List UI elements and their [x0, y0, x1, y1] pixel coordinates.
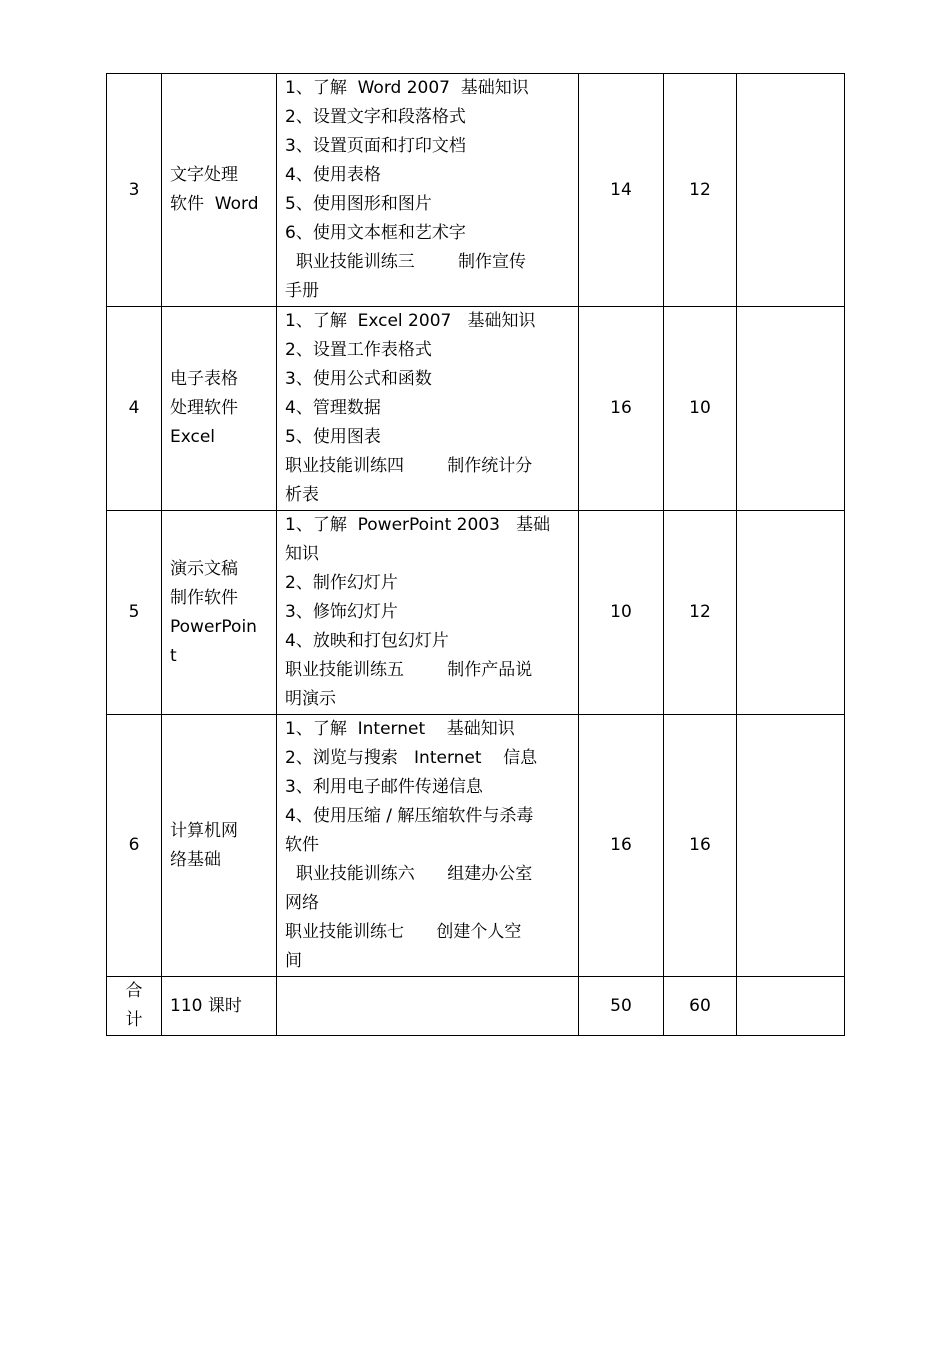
module-name	[162, 511, 277, 715]
content-line: 5、使用图表	[285, 427, 381, 447]
module-content	[277, 715, 579, 977]
content-line: 1、了解 Word 2007 基础知识	[285, 78, 529, 98]
content-line: 职业技能训练三 制作宣传	[285, 252, 527, 272]
value-cell-1: 16	[579, 715, 664, 977]
value-cell-3	[737, 74, 845, 307]
content-line: 4、管理数据	[285, 398, 381, 418]
total-label	[107, 977, 162, 1036]
module-name-line: t	[170, 645, 177, 666]
row-number: 6	[107, 715, 162, 977]
total-content	[277, 977, 579, 1036]
content-line: 职业技能训练四 制作统计分	[285, 456, 533, 476]
content-line: 网络	[285, 893, 319, 913]
content-line: 4、使用表格	[285, 165, 381, 185]
module-name	[162, 307, 277, 511]
row-number: 5	[107, 511, 162, 715]
content-line: 间	[285, 951, 302, 971]
content-line: 1、了解 Excel 2007 基础知识	[285, 311, 536, 331]
table-row	[107, 307, 845, 511]
total-value-1: 50	[579, 977, 664, 1036]
module-content	[277, 74, 579, 307]
value-cell-2: 16	[664, 715, 737, 977]
row-number: 3	[107, 74, 162, 307]
content-line: 4、使用压缩 / 解压缩软件与杀毒	[285, 806, 534, 826]
total-value-3	[737, 977, 845, 1036]
total-row	[107, 977, 845, 1036]
content-line: 2、设置工作表格式	[285, 340, 432, 360]
content-line: 4、放映和打包幻灯片	[285, 631, 449, 651]
module-name-line: 电子表格	[170, 369, 238, 389]
value-cell-1: 14	[579, 74, 664, 307]
course-schedule-table	[106, 73, 845, 1036]
module-name-line: 制作软件	[170, 587, 238, 608]
content-line: 2、设置文字和段落格式	[285, 107, 466, 127]
content-line: 明演示	[285, 689, 336, 709]
content-line: 知识	[285, 544, 319, 564]
module-name-line: Excel	[170, 427, 216, 447]
total-hours: 110 课时	[162, 977, 277, 1036]
content-line: 2、制作幻灯片	[285, 573, 398, 593]
content-line: 3、修饰幻灯片	[285, 602, 398, 622]
content-line: 5、使用图形和图片	[285, 194, 432, 214]
content-line: 职业技能训练五 制作产品说	[285, 660, 533, 680]
total-value-2: 60	[664, 977, 737, 1036]
value-cell-1: 16	[579, 307, 664, 511]
content-line: 2、浏览与搜索 Internet 信息	[285, 748, 538, 768]
value-cell-2: 10	[664, 307, 737, 511]
value-cell-1: 10	[579, 511, 664, 715]
value-cell-3	[737, 715, 845, 977]
module-content	[277, 307, 579, 511]
content-line: 3、利用电子邮件传递信息	[285, 777, 483, 797]
total-label-char: 合	[125, 981, 143, 1001]
content-line: 3、设置页面和打印文档	[285, 136, 466, 156]
module-name-line: 处理软件	[170, 398, 238, 418]
content-line: 1、了解 PowerPoint 2003 基础	[285, 515, 551, 535]
module-name	[162, 715, 277, 977]
value-cell-3	[737, 307, 845, 511]
content-line: 3、使用公式和函数	[285, 369, 432, 389]
value-cell-2: 12	[664, 74, 737, 307]
value-cell-3	[737, 511, 845, 715]
content-line: 析表	[285, 485, 319, 505]
content-line: 职业技能训练六 组建办公室	[285, 864, 533, 884]
module-name-line: 文字处理	[170, 165, 238, 185]
module-name	[162, 74, 277, 307]
module-name-line: 软件 Word	[170, 194, 259, 214]
table-row	[107, 715, 845, 977]
module-name-line: 络基础	[170, 849, 221, 870]
row-number: 4	[107, 307, 162, 511]
total-label-char: 计	[125, 1010, 143, 1030]
content-line: 手册	[285, 281, 319, 301]
table-row	[107, 74, 845, 307]
content-line: 6、使用文本框和艺术字	[285, 223, 466, 243]
table-row	[107, 511, 845, 715]
module-content	[277, 511, 579, 715]
module-name-line: PowerPoin	[170, 616, 257, 637]
content-line: 职业技能训练七 创建个人空	[285, 922, 522, 942]
value-cell-2: 12	[664, 511, 737, 715]
module-name-line: 演示文稿	[170, 558, 238, 579]
module-name-line: 计算机网	[170, 820, 238, 841]
content-line: 1、了解 Internet 基础知识	[285, 719, 515, 739]
content-line: 软件	[285, 835, 319, 855]
